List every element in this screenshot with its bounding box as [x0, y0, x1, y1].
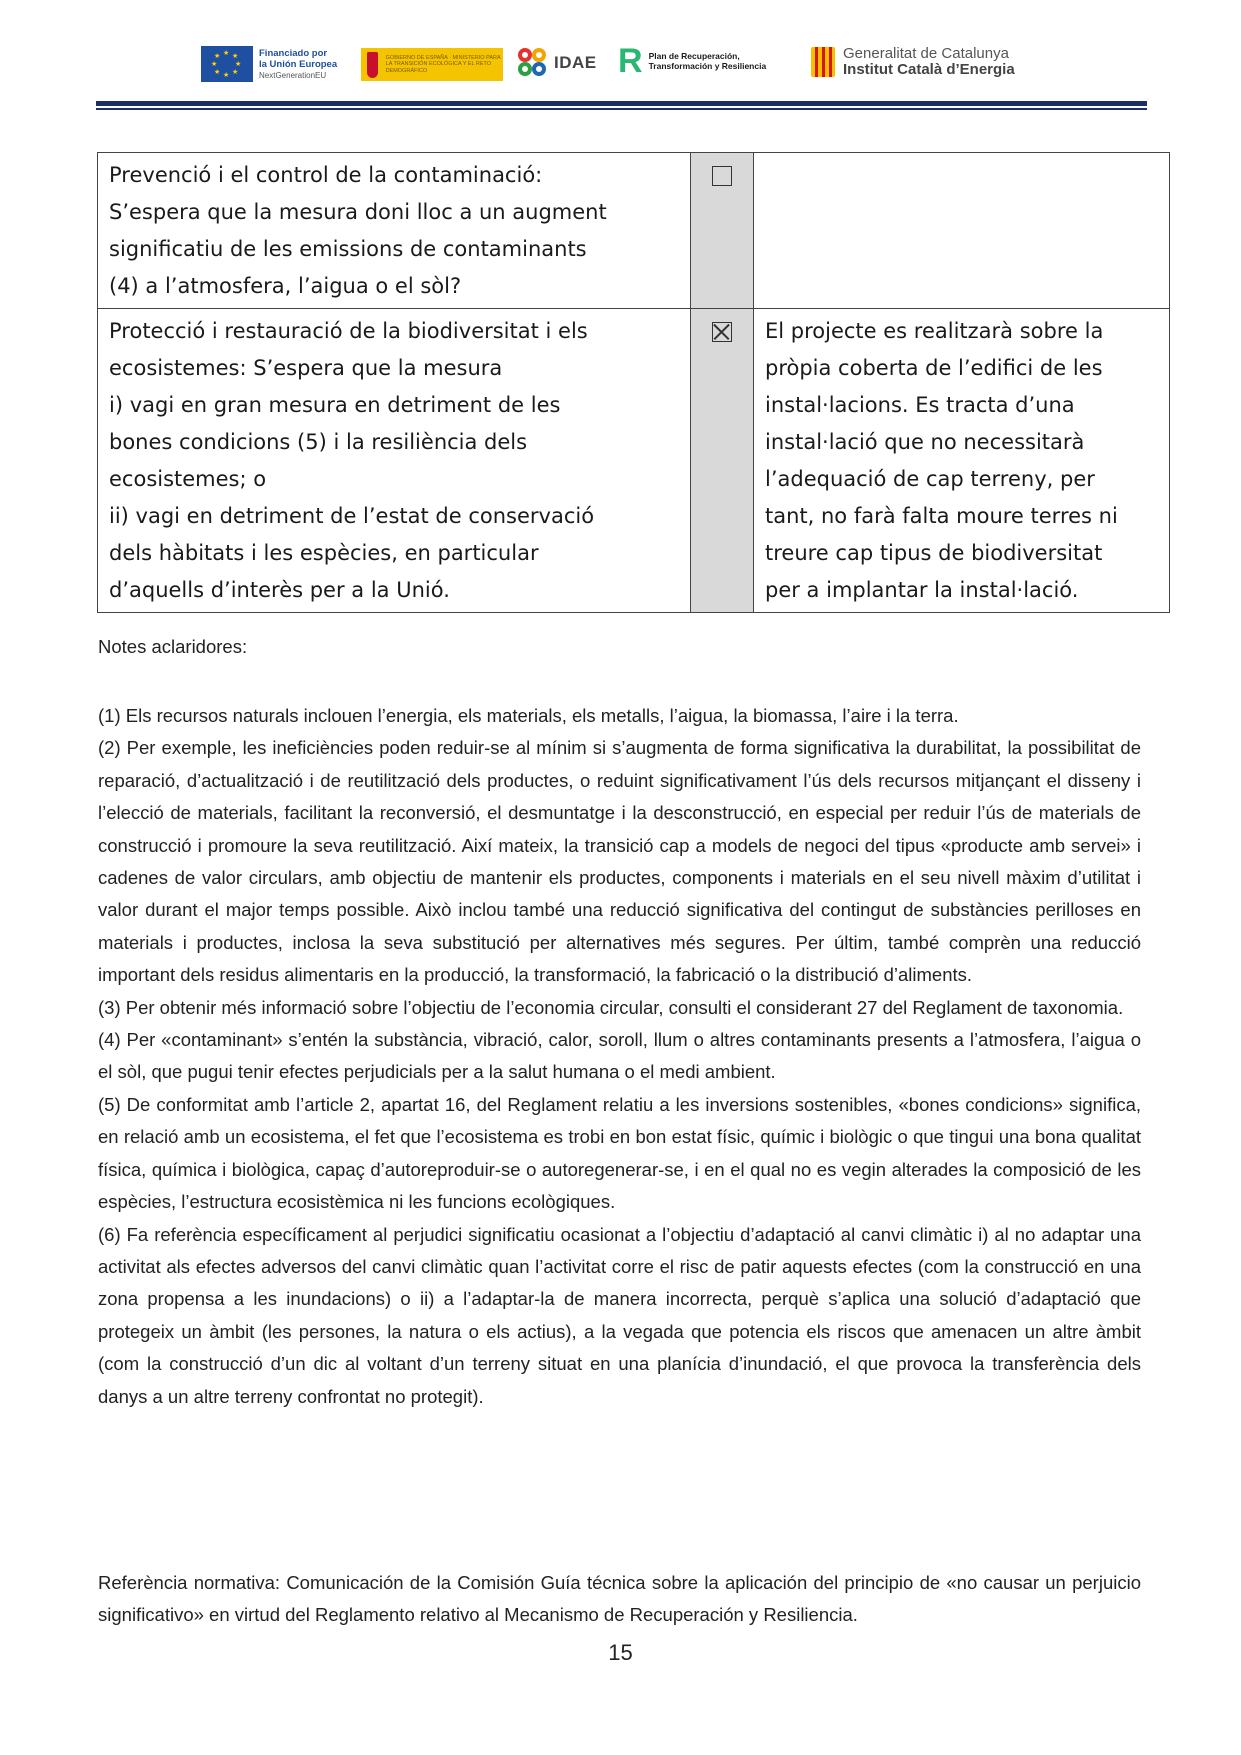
header-divider-thin	[96, 108, 1147, 110]
justification-line: treure cap tipus de biodiversitat	[765, 541, 1103, 565]
note-item: (5) De conformitat amb l’article 2, apartat 16, del Reglament relatiu a les inversions sostenibles, «bones condicions» significa, en relació amb un ecosistema, el fet que l’ecosistema es trobi en bon estat físic, químic i biològic o que tingui una bona qualitat física, química i biològica, capaç d’autoreproduir-se o autoregenerar-se, i en el qual no es vegin alterades la composició de les espècies, l’estructura ecosistèmica ni les funcions ecològiques.	[98, 1093, 1141, 1213]
criterion-line: bones condicions (5) i la resiliència dels	[109, 430, 528, 454]
idae-logo	[518, 48, 597, 78]
note-item: (2) Per exemple, les ineficiències poden reduir-se al mínim si s’augmenta de forma significativa la durabilitat, la possibilitat de reparació, d’actualització i de reutilització dels productes, o reduint significativament l’ús dels recursos mitjançant el disseny i l’elecció de materials, facilitant la reconversió, el desmuntatge i la desconstrucció, en especial per reduir l’ús de materials de construcció i promoure la seva reutilització. Així mateix, la transició cap a models de negoci del tipus «producte amb servei» i cadenes de valor circulars, amb objectiu de mantenir els productes, components i materials en el seu nivell màxim d’utilitat i valor durant el major temps possible. Això inclou també una reducció significativa del contingut de substàncies perilloses en materials i productes, inclosa la seva substitució per alternatives més segures. Per últim, també comprèn una reducció important dels residus alimentaris en la producció, la transformació, la fabricació o la distribució d’aliments.	[98, 737, 1141, 986]
dnsh-assessment-table	[97, 152, 1170, 613]
generalitat-logo	[811, 46, 1015, 78]
dnsh-table-body	[98, 153, 1170, 613]
criterion-line: ii) vagi en detriment de l’estat de conservació	[109, 504, 595, 528]
criterion-line: Protecció i restauració de la biodiversitat i els	[109, 319, 588, 343]
prtr-line2: Transformación y Resiliencia	[648, 61, 767, 71]
eu-logo-line1: Financiado por	[259, 47, 328, 59]
empty-box-icon[interactable]	[712, 166, 732, 186]
notes-list	[98, 700, 1141, 1413]
justification-line: tant, no farà falta moure terres ni	[765, 504, 1118, 528]
eu-flag-icon: ★ ★ ★ ★ ★ ★ ★ ★	[201, 46, 253, 82]
criterion-line: ecosistemes: S’espera que la mesura	[109, 356, 503, 380]
gencat-line1: Generalitat de Catalunya	[843, 45, 1009, 62]
checkbox-cell	[691, 153, 754, 309]
note-item: (1) Els recursos naturals inclouen l’energia, els materials, els metalls, l’aigua, la biomassa, l’aire i la terra.	[98, 705, 959, 726]
criterion-cell	[98, 153, 691, 309]
notes-title: Notes aclaridores:	[98, 636, 248, 657]
senyera-icon	[811, 47, 835, 77]
idae-mark-icon	[518, 48, 548, 78]
criterion-line: d’aquells d’interès per a la Unió.	[109, 578, 450, 602]
justification-line: El projecte es realitzarà sobre la	[765, 319, 1104, 343]
justification-line: l’adequació de cap terreny, per	[765, 467, 1095, 491]
header-divider-thick	[96, 101, 1147, 106]
recovery-r-icon: R	[618, 42, 643, 80]
note-item: (4) Per «contaminant» s’entén la substància, vibració, calor, soroll, llum o altres contaminants presents a l’atmosfera, l’aigua o el sòl, que pugui tenir efectes perjudicials per a la salut humana o el medi ambient.	[98, 1029, 1141, 1083]
table-row	[98, 309, 1170, 613]
prtr-line1: Plan de Recuperación,	[648, 51, 740, 61]
criterion-line: Prevenció i el control de la contaminació:	[109, 163, 543, 187]
page-header	[0, 0, 1241, 110]
table-row	[98, 153, 1170, 309]
gob-logo-text: GOBIERNO DE ESPAÑA · MINISTERIO PARA LA TRANSICIÓN ECOLÓGICA Y EL RETO DEMOGRÁFICO	[385, 54, 501, 74]
checkbox-cell	[691, 309, 754, 613]
normative-reference: Referència normativa: Comunicación de la Comisión Guía técnica sobre la aplicación del principio de «no causar un perjuicio significativo» en virtud del Reglamento relativo al Mecanismo de Recuperación y Resiliencia.	[98, 1572, 1141, 1625]
eu-logo-line2: la Unión Europea	[259, 58, 338, 70]
idae-name: IDAE	[554, 53, 597, 72]
justification-line: pròpia coberta de l’edifici de les	[765, 356, 1103, 380]
eu-funding-logo	[201, 46, 337, 82]
page-number: 15	[608, 1640, 633, 1665]
criterion-line: dels hàbitats i les espècies, en particular	[109, 541, 539, 565]
criterion-line: i) vagi en gran mesura en detriment de les	[109, 393, 561, 417]
justification-cell	[754, 153, 1170, 309]
note-item: (3) Per obtenir més informació sobre l’objectiu de l’economia circular, consulti el considerant 27 del Reglament de taxonomia.	[98, 996, 1124, 1018]
justification-cell	[754, 309, 1170, 613]
coat-of-arms-icon	[367, 52, 378, 78]
eu-logo-line3: NextGenerationEU	[259, 70, 327, 80]
recovery-plan-logo	[618, 44, 766, 78]
justification-line: instal·lació que no necessitarà	[765, 430, 1085, 454]
justification-line: per a implantar la instal·lació.	[765, 578, 1079, 602]
criterion-cell	[98, 309, 691, 613]
justification-line: instal·lacions. Es tracta d’una	[765, 393, 1075, 417]
note-item: (6) Fa referència específicament al perjudici significatiu ocasionat a l’objectiu d’adaptació al canvi climàtic i) al no adaptar una activitat als efectes adversos del canvi climàtic quan l’activitat corre el risc de patir aquests efectes (com la construcció en una zona propensa a les inundacions) o ii) a l’adaptar-la de manera incorrecta, perquè s’aplica una solució d’adaptació que protegeix un àmbit (les persones, la natura o els actius), a la vegada que potencia els riscos que amenacen un altre àmbit (com la construcció d’un dic al voltant d’un terreny situat en una planícia d’inundació, el que provoca la transferència dels danys a un altre terreny confrontat no protegit).	[98, 1223, 1141, 1407]
checked-box-icon[interactable]	[712, 322, 732, 342]
gencat-line2: Institut Català d’Energia	[843, 61, 1015, 78]
criterion-line: significatiu de les emissions de contaminants	[109, 237, 587, 261]
criterion-line: ecosistemes; o	[109, 467, 267, 491]
criterion-line: S’espera que la mesura doni lloc a un augment	[109, 200, 607, 224]
spanish-government-logo	[361, 48, 503, 81]
criterion-line: (4) a l’atmosfera, l’aigua o el sòl?	[109, 274, 462, 298]
